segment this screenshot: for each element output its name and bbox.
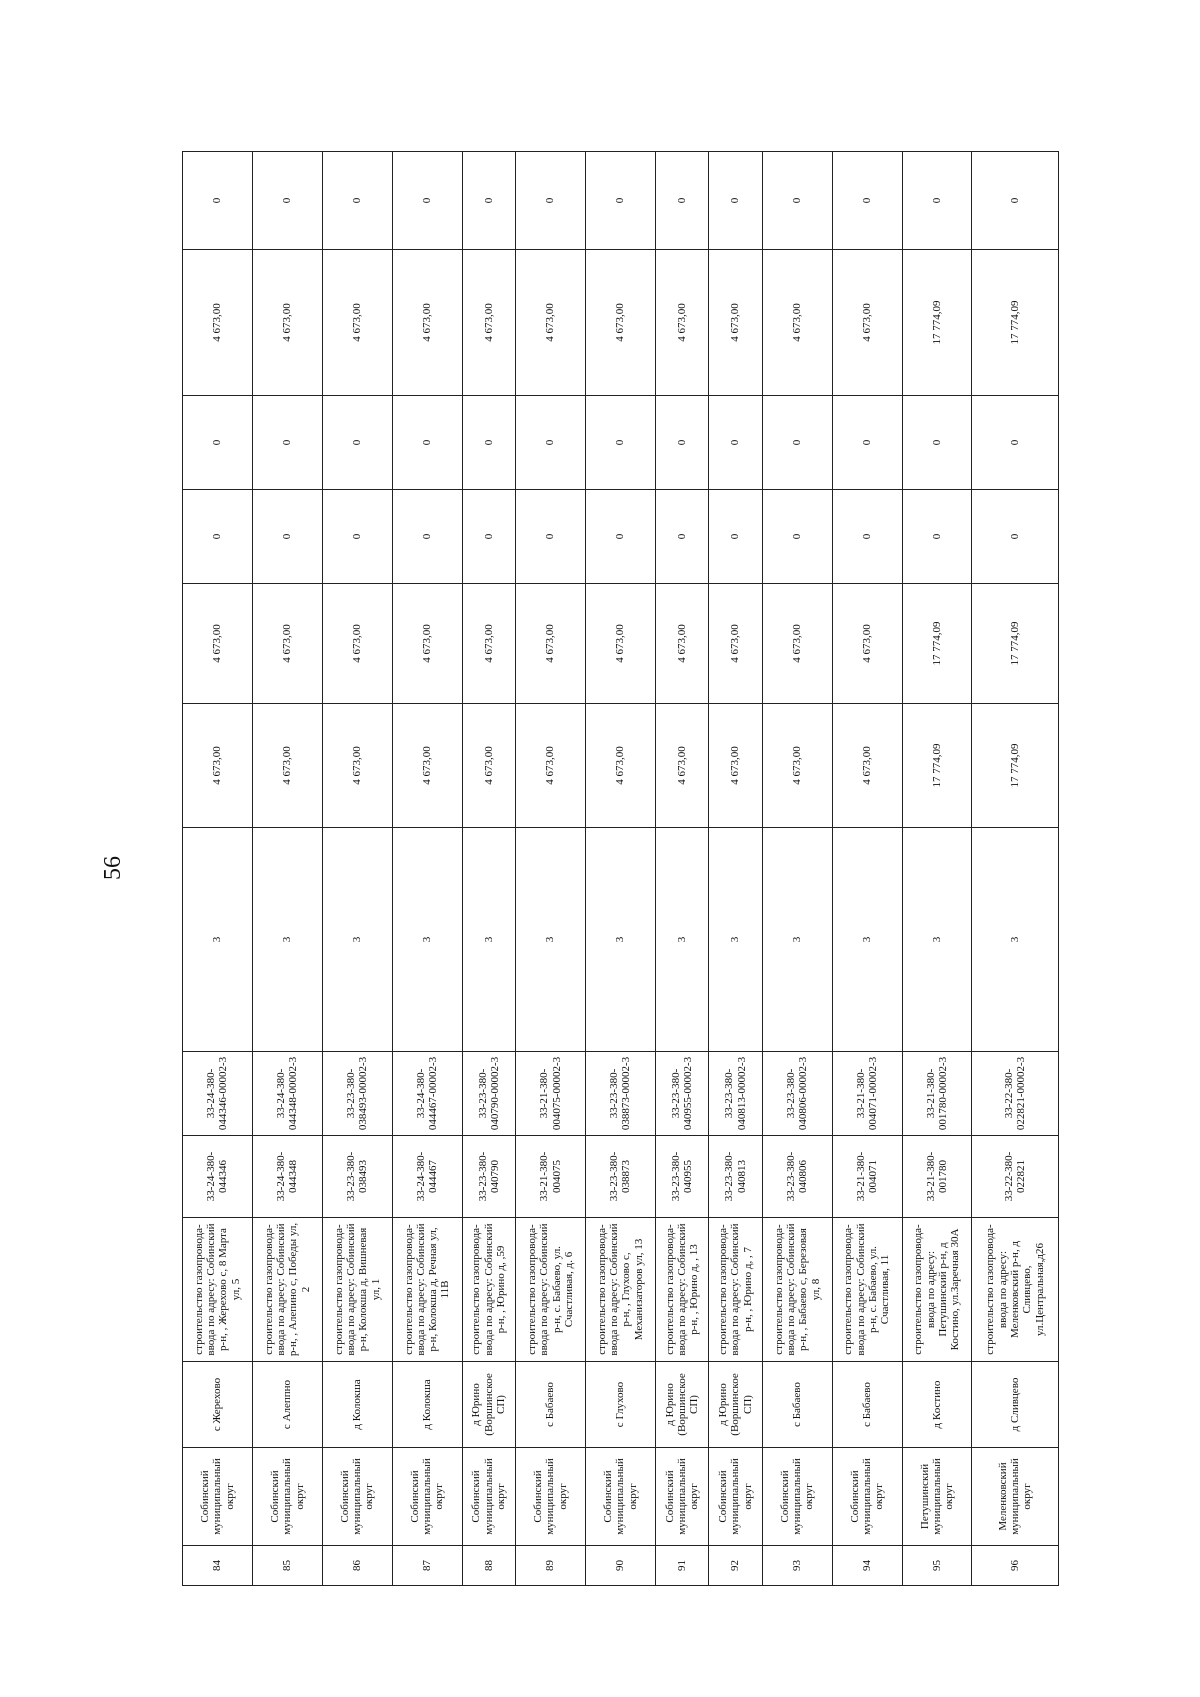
object-id-cell: 33-24-380-044348-00002-3 <box>252 1052 322 1136</box>
object-description-cell: строительство газопровода-ввода по адресу: Собинский р-н, , Алепино с, Победы ул, 2 <box>252 1218 322 1362</box>
locality-cell: с Бабаево <box>516 1362 586 1448</box>
row-number: 88 <box>462 1546 515 1586</box>
amount-cell-5: 4 673,00 <box>709 250 762 396</box>
object-id-cell: 33-21-380-004075-00002-3 <box>516 1052 586 1136</box>
locality-cell: д Сливцево <box>972 1362 1059 1448</box>
row-number: 84 <box>183 1546 253 1586</box>
amount-cell-2: 4 673,00 <box>762 584 832 704</box>
amount-cell-6: 0 <box>832 152 902 250</box>
amount-cell-6: 0 <box>655 152 708 250</box>
amount-cell-4: 0 <box>832 396 902 490</box>
amount-cell-3: 0 <box>832 490 902 584</box>
amount-cell-6: 0 <box>972 152 1059 250</box>
amount-cell-5: 4 673,00 <box>252 250 322 396</box>
cadastral-code-cell: 33-24-380-044467 <box>392 1136 462 1218</box>
cadastral-code-cell: 33-21-380-004075 <box>516 1136 586 1218</box>
amount-cell-6: 0 <box>762 152 832 250</box>
object-id-cell: 33-23-380-040813-00002-3 <box>709 1052 762 1136</box>
amount-cell-6: 0 <box>585 152 655 250</box>
row-number: 91 <box>655 1546 708 1586</box>
amount-cell-6: 0 <box>462 152 515 250</box>
table-row <box>183 152 253 1586</box>
locality-cell: с Бабаево <box>832 1362 902 1448</box>
object-id-cell: 33-22-380-022821-00002-3 <box>972 1052 1059 1136</box>
amount-cell-4: 0 <box>655 396 708 490</box>
amount-cell-4: 0 <box>392 396 462 490</box>
cadastral-code-cell: 33-24-380-044346 <box>183 1136 253 1218</box>
cadastral-code-cell: 33-23-380-040806 <box>762 1136 832 1218</box>
district-cell: Собинский муниципальный округ <box>709 1448 762 1546</box>
object-description-cell: строительство газопровода-ввода по адресу: Петушинский р-н, д Костино, ул.Заречная 30А <box>902 1218 972 1362</box>
cadastral-code-cell: 33-23-380-040790 <box>462 1136 515 1218</box>
object-description-cell: строительство газопровода-ввода по адресу: Собинский р-н, , Юрино д, , 13 <box>655 1218 708 1362</box>
page-number: 56 <box>99 856 126 880</box>
category-cell: 3 <box>902 828 972 1052</box>
amount-cell-5: 4 673,00 <box>183 250 253 396</box>
table-row <box>462 152 515 1586</box>
amount-cell-4: 0 <box>902 396 972 490</box>
locality-cell: с Бабаево <box>762 1362 832 1448</box>
amount-cell-4: 0 <box>462 396 515 490</box>
object-description-cell: строительство газопровода-ввода по адресу: Собинский р-н, , Глухово с, Механизаторов ул, 13 <box>585 1218 655 1362</box>
cadastral-code-cell: 33-24-380-044348 <box>252 1136 322 1218</box>
object-description-cell: строительство газопровода-ввода по адресу: Собинский р-н, с. Бабаево, ул. Счастливая, 11 <box>832 1218 902 1362</box>
amount-cell-3: 0 <box>762 490 832 584</box>
amount-cell-2: 17 774,09 <box>972 584 1059 704</box>
cadastral-code-cell: 33-23-380-040955 <box>655 1136 708 1218</box>
row-number: 89 <box>516 1546 586 1586</box>
category-cell: 3 <box>709 828 762 1052</box>
object-description-cell: строительство газопровода-ввода по адресу: Собинский р-н, , Жерехово с, 8 Марта ул, 5 <box>183 1218 253 1362</box>
district-cell: Собинский муниципальный округ <box>762 1448 832 1546</box>
locality-cell: д Колокша <box>322 1362 392 1448</box>
amount-cell-2: 4 673,00 <box>322 584 392 704</box>
table-row <box>832 152 902 1586</box>
amount-cell-3: 0 <box>516 490 586 584</box>
row-number: 90 <box>585 1546 655 1586</box>
amount-cell-6: 0 <box>392 152 462 250</box>
locality-cell: с Жерехово <box>183 1362 253 1448</box>
category-cell: 3 <box>762 828 832 1052</box>
gas-pipeline-table <box>182 151 1059 1586</box>
amount-cell-1: 4 673,00 <box>832 704 902 828</box>
amount-cell-6: 0 <box>516 152 586 250</box>
amount-cell-5: 4 673,00 <box>762 250 832 396</box>
locality-cell: д Юрино (Воршинское СП) <box>709 1362 762 1448</box>
table-row <box>585 152 655 1586</box>
category-cell: 3 <box>322 828 392 1052</box>
row-number: 93 <box>762 1546 832 1586</box>
amount-cell-6: 0 <box>252 152 322 250</box>
district-cell: Собинский муниципальный округ <box>462 1448 515 1546</box>
category-cell: 3 <box>183 828 253 1052</box>
table-row <box>902 152 972 1586</box>
cadastral-code-cell: 33-22-380-022821 <box>972 1136 1059 1218</box>
object-id-cell: 33-23-380-040955-00002-3 <box>655 1052 708 1136</box>
amount-cell-3: 0 <box>252 490 322 584</box>
amount-cell-1: 4 673,00 <box>585 704 655 828</box>
amount-cell-1: 4 673,00 <box>709 704 762 828</box>
amount-cell-1: 4 673,00 <box>183 704 253 828</box>
category-cell: 3 <box>252 828 322 1052</box>
table-row <box>709 152 762 1586</box>
amount-cell-1: 4 673,00 <box>392 704 462 828</box>
table-row <box>392 152 462 1586</box>
cadastral-code-cell: 33-23-380-040813 <box>709 1136 762 1218</box>
amount-cell-1: 17 774,09 <box>972 704 1059 828</box>
amount-cell-5: 17 774,09 <box>972 250 1059 396</box>
row-number: 94 <box>832 1546 902 1586</box>
amount-cell-4: 0 <box>322 396 392 490</box>
amount-cell-2: 4 673,00 <box>392 584 462 704</box>
amount-cell-3: 0 <box>902 490 972 584</box>
object-id-cell: 33-23-380-038873-00002-3 <box>585 1052 655 1136</box>
amount-cell-4: 0 <box>585 396 655 490</box>
amount-cell-2: 4 673,00 <box>462 584 515 704</box>
object-description-cell: строительство газопровода-ввода по адресу: Собинский р-н, , Юрино д, ,59 <box>462 1218 515 1362</box>
table-row <box>252 152 322 1586</box>
amount-cell-5: 4 673,00 <box>655 250 708 396</box>
amount-cell-2: 4 673,00 <box>709 584 762 704</box>
object-id-cell: 33-23-380-040790-00002-3 <box>462 1052 515 1136</box>
cadastral-code-cell: 33-23-380-038493 <box>322 1136 392 1218</box>
amount-cell-2: 4 673,00 <box>252 584 322 704</box>
object-id-cell: 33-23-380-038493-00002-3 <box>322 1052 392 1136</box>
amount-cell-3: 0 <box>972 490 1059 584</box>
amount-cell-4: 0 <box>252 396 322 490</box>
object-description-cell: строительство газопровода-ввода по адресу: Собинский р-н, , Юрино д, , 7 <box>709 1218 762 1362</box>
object-description-cell: строительство газопровода-ввода по адресу: Собинский р-н, Колокша д, Вишневая ул, 1 <box>322 1218 392 1362</box>
locality-cell: д Юрино (Воршинское СП) <box>655 1362 708 1448</box>
amount-cell-3: 0 <box>655 490 708 584</box>
locality-cell: д Костино <box>902 1362 972 1448</box>
amount-cell-4: 0 <box>972 396 1059 490</box>
category-cell: 3 <box>516 828 586 1052</box>
amount-cell-1: 4 673,00 <box>762 704 832 828</box>
amount-cell-1: 4 673,00 <box>516 704 586 828</box>
amount-cell-2: 4 673,00 <box>585 584 655 704</box>
table-row <box>322 152 392 1586</box>
cadastral-code-cell: 33-21-380-001780 <box>902 1136 972 1218</box>
cadastral-code-cell: 33-23-380-038873 <box>585 1136 655 1218</box>
amount-cell-1: 4 673,00 <box>252 704 322 828</box>
category-cell: 3 <box>585 828 655 1052</box>
row-number: 96 <box>972 1546 1059 1586</box>
amount-cell-3: 0 <box>709 490 762 584</box>
amount-cell-5: 17 774,09 <box>902 250 972 396</box>
district-cell: Собинский муниципальный округ <box>516 1448 586 1546</box>
object-description-cell: строительство газопровода-ввода по адресу: Собинский р-н, Колокша д, Речная ул, 11В <box>392 1218 462 1362</box>
row-number: 87 <box>392 1546 462 1586</box>
table-row <box>516 152 586 1586</box>
amount-cell-1: 4 673,00 <box>462 704 515 828</box>
amount-cell-2: 4 673,00 <box>655 584 708 704</box>
amount-cell-4: 0 <box>762 396 832 490</box>
row-number: 86 <box>322 1546 392 1586</box>
district-cell: Собинский муниципальный округ <box>585 1448 655 1546</box>
amount-cell-1: 17 774,09 <box>902 704 972 828</box>
district-cell: Собинский муниципальный округ <box>832 1448 902 1546</box>
district-cell: Собинский муниципальный округ <box>252 1448 322 1546</box>
amount-cell-3: 0 <box>392 490 462 584</box>
category-cell: 3 <box>655 828 708 1052</box>
object-id-cell: 33-24-380-044346-00002-3 <box>183 1052 253 1136</box>
row-number: 92 <box>709 1546 762 1586</box>
amount-cell-6: 0 <box>902 152 972 250</box>
row-number: 85 <box>252 1546 322 1586</box>
object-description-cell: строительство газопровода-ввода по адресу: Собинский р-н, , Бабаево с, Березовая ул, 8 <box>762 1218 832 1362</box>
amount-cell-6: 0 <box>709 152 762 250</box>
district-cell: Собинский муниципальный округ <box>183 1448 253 1546</box>
district-cell: Меленковский муниципальный округ <box>972 1448 1059 1546</box>
amount-cell-5: 4 673,00 <box>462 250 515 396</box>
amount-cell-2: 4 673,00 <box>516 584 586 704</box>
amount-cell-2: 17 774,09 <box>902 584 972 704</box>
category-cell: 3 <box>832 828 902 1052</box>
object-id-cell: 33-23-380-040806-00002-3 <box>762 1052 832 1136</box>
object-description-cell: строительство газопровода-ввода по адресу: Меленковский р-н, д Сливцево, ул.Центральная,д26 <box>972 1218 1059 1362</box>
table-row <box>655 152 708 1586</box>
row-number: 95 <box>902 1546 972 1586</box>
amount-cell-2: 4 673,00 <box>832 584 902 704</box>
amount-cell-4: 0 <box>709 396 762 490</box>
amount-cell-5: 4 673,00 <box>585 250 655 396</box>
table-container <box>182 152 1059 1586</box>
amount-cell-6: 0 <box>183 152 253 250</box>
amount-cell-2: 4 673,00 <box>183 584 253 704</box>
amount-cell-3: 0 <box>462 490 515 584</box>
object-id-cell: 33-24-380-044467-00002-3 <box>392 1052 462 1136</box>
locality-cell: с Глухово <box>585 1362 655 1448</box>
amount-cell-1: 4 673,00 <box>322 704 392 828</box>
category-cell: 3 <box>392 828 462 1052</box>
table-row <box>762 152 832 1586</box>
amount-cell-5: 4 673,00 <box>392 250 462 396</box>
amount-cell-5: 4 673,00 <box>322 250 392 396</box>
locality-cell: д Юрино (Воршинское СП) <box>462 1362 515 1448</box>
amount-cell-4: 0 <box>183 396 253 490</box>
object-id-cell: 33-21-380-001780-00002-3 <box>902 1052 972 1136</box>
district-cell: Петушинский муниципальный округ <box>902 1448 972 1546</box>
category-cell: 3 <box>462 828 515 1052</box>
object-id-cell: 33-21-380-004071-00002-3 <box>832 1052 902 1136</box>
district-cell: Собинский муниципальный округ <box>655 1448 708 1546</box>
locality-cell: д Колокша <box>392 1362 462 1448</box>
amount-cell-3: 0 <box>183 490 253 584</box>
amount-cell-5: 4 673,00 <box>832 250 902 396</box>
table-row <box>972 152 1059 1586</box>
amount-cell-1: 4 673,00 <box>655 704 708 828</box>
object-description-cell: строительство газопровода-ввода по адресу: Собинский р-н, с. Бабаево, ул. Счастливая, д. 6 <box>516 1218 586 1362</box>
cadastral-code-cell: 33-21-380-004071 <box>832 1136 902 1218</box>
district-cell: Собинский муниципальный округ <box>322 1448 392 1546</box>
category-cell: 3 <box>972 828 1059 1052</box>
amount-cell-6: 0 <box>322 152 392 250</box>
amount-cell-5: 4 673,00 <box>516 250 586 396</box>
amount-cell-3: 0 <box>585 490 655 584</box>
locality-cell: с Алеппно <box>252 1362 322 1448</box>
district-cell: Собинский муниципальный округ <box>392 1448 462 1546</box>
amount-cell-3: 0 <box>322 490 392 584</box>
amount-cell-4: 0 <box>516 396 586 490</box>
